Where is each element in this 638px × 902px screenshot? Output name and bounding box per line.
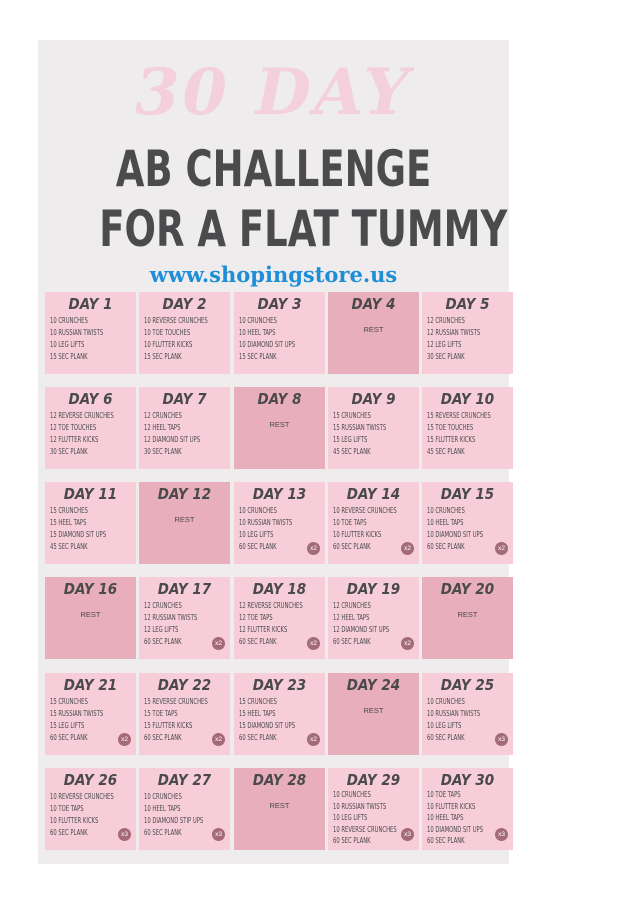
exercise-item: 12 TOE TAPS xyxy=(239,613,273,622)
exercise-item: 60 SEC PLANK xyxy=(239,733,277,742)
repeat-multiplier-badge: x3 xyxy=(212,828,225,841)
day-title: DAY 4 xyxy=(351,295,396,313)
exercise-item: 15 LEG LIFTS xyxy=(50,721,85,730)
exercise-item: 60 SEC PLANK xyxy=(239,637,277,646)
day-card xyxy=(45,292,136,374)
exercise-item: 15 FLUTTER KICKS xyxy=(144,721,193,730)
exercise-item: 45 SEC PLANK xyxy=(333,447,371,456)
title-ab-challenge: AB CHALLENGE xyxy=(115,140,432,198)
exercise-item: 10 DIAMOND SIT UPS xyxy=(427,530,484,539)
day-title: DAY 6 xyxy=(68,390,113,408)
exercise-item: 10 REVERSE CRUNCHES xyxy=(333,506,397,515)
exercise-item: 12 TOE TOUCHES xyxy=(50,423,97,432)
exercise-item: 60 SEC PLANK xyxy=(144,637,182,646)
exercise-item: 10 REVERSE CRUNCHES xyxy=(333,824,397,834)
day-title: DAY 23 xyxy=(252,676,307,694)
day-card xyxy=(422,387,513,469)
exercise-item: 12 REVERSE CRUNCHES xyxy=(239,601,303,610)
day-card xyxy=(234,482,325,564)
day-title: DAY 5 xyxy=(445,295,490,313)
rest-label: REST xyxy=(269,801,290,810)
exercise-item: 15 REVERSE CRUNCHES xyxy=(427,411,491,420)
exercise-item: 15 SEC PLANK xyxy=(50,352,88,361)
title-30-day: 30 DAY xyxy=(135,55,412,130)
day-title: DAY 15 xyxy=(440,485,495,503)
day-card xyxy=(328,387,419,469)
day-title: DAY 24 xyxy=(346,676,401,694)
exercise-item: 12 CRUNCHES xyxy=(144,411,182,420)
exercise-item: 60 SEC PLANK xyxy=(239,542,277,551)
day-card xyxy=(45,387,136,469)
exercise-item: 10 CRUNCHES xyxy=(239,316,277,325)
day-card xyxy=(45,673,136,755)
exercise-item: 10 CRUNCHES xyxy=(50,316,88,325)
exercise-item: 10 RUSSIAN TWISTS xyxy=(333,801,387,811)
day-title: DAY 8 xyxy=(257,390,302,408)
day-card xyxy=(139,292,230,374)
day-title: DAY 3 xyxy=(257,295,302,313)
exercise-item: 10 REVERSE CRUNCHES xyxy=(50,792,114,801)
exercise-item: 10 RUSSIAN TWISTS xyxy=(427,709,481,718)
exercise-item: 12 RUSSIAN TWISTS xyxy=(427,328,481,337)
day-card xyxy=(422,673,513,755)
exercise-item: 10 LEG LIFTS xyxy=(427,721,462,730)
exercise-item: 15 RUSSIAN TWISTS xyxy=(50,709,104,718)
day-card xyxy=(422,768,513,850)
exercise-item: 60 SEC PLANK xyxy=(427,836,465,845)
day-title: DAY 13 xyxy=(252,485,307,503)
exercise-item: 15 CRUNCHES xyxy=(333,411,371,420)
exercise-item: 15 RUSSIAN TWISTS xyxy=(333,423,387,432)
exercise-item: 15 SEC PLANK xyxy=(144,352,182,361)
day-card xyxy=(139,387,230,469)
day-card xyxy=(422,482,513,564)
exercise-item: 12 FLUTTER KICKS xyxy=(239,625,288,634)
repeat-multiplier-badge: x2 xyxy=(495,542,508,555)
exercise-item: 15 SEC PLANK xyxy=(239,352,277,361)
exercise-item: 10 LEG LIFTS xyxy=(50,340,85,349)
exercise-item: 10 HEEL TAPS xyxy=(239,328,276,337)
day-card xyxy=(45,768,136,850)
exercise-item: 15 HEEL TAPS xyxy=(239,709,276,718)
day-title: DAY 29 xyxy=(346,771,401,789)
day-card xyxy=(234,577,325,659)
day-title: DAY 19 xyxy=(346,580,401,598)
exercise-item: 45 SEC PLANK xyxy=(50,542,88,551)
exercise-item: 60 SEC PLANK xyxy=(144,733,182,742)
exercise-item: 12 CRUNCHES xyxy=(427,316,465,325)
day-card xyxy=(139,768,230,850)
exercise-item: 10 TOE TAPS xyxy=(333,518,367,527)
day-title: DAY 12 xyxy=(157,485,212,503)
day-card xyxy=(422,292,513,374)
exercise-item: 10 CRUNCHES xyxy=(427,506,465,515)
day-title: DAY 1 xyxy=(68,295,113,313)
exercise-item: 15 REVERSE CRUNCHES xyxy=(144,697,208,706)
exercise-item: 60 SEC PLANK xyxy=(144,828,182,837)
day-card xyxy=(45,482,136,564)
day-card xyxy=(234,673,325,755)
exercise-item: 45 SEC PLANK xyxy=(427,447,465,456)
exercise-item: 12 DIAMOND SIT UPS xyxy=(144,435,201,444)
exercise-item: 10 DIAMOND SIT UPS xyxy=(239,340,296,349)
repeat-multiplier-badge: x2 xyxy=(401,542,414,555)
day-card xyxy=(328,577,419,659)
repeat-multiplier-badge: x3 xyxy=(118,828,131,841)
day-title: DAY 9 xyxy=(351,390,396,408)
exercise-item: 10 DIAMOND STIP UPS xyxy=(144,816,204,825)
day-card xyxy=(328,768,419,850)
repeat-multiplier-badge: x3 xyxy=(401,828,414,841)
day-card xyxy=(234,768,325,850)
exercise-item: 60 SEC PLANK xyxy=(333,637,371,646)
exercise-item: 12 HEEL TAPS xyxy=(144,423,181,432)
day-card xyxy=(45,577,136,659)
rest-label: REST xyxy=(363,706,384,715)
exercise-item: 12 LEG LIFTS xyxy=(144,625,179,634)
exercise-item: 60 SEC PLANK xyxy=(333,836,371,845)
exercise-item: 30 SEC PLANK xyxy=(427,352,465,361)
exercise-item: 12 REVERSE CRUNCHES xyxy=(50,411,114,420)
exercise-item: 15 DIAMOND SIT UPS xyxy=(50,530,107,539)
exercise-item: 60 SEC PLANK xyxy=(427,733,465,742)
exercise-item: 10 TOE TOUCHES xyxy=(144,328,191,337)
exercise-item: 10 DIAMOND SIT UPS xyxy=(427,824,484,834)
exercise-item: 12 FLUTTER KICKS xyxy=(50,435,99,444)
exercise-item: 10 FLUTTER KICKS xyxy=(427,801,476,811)
repeat-multiplier-badge: x3 xyxy=(495,828,508,841)
rest-label: REST xyxy=(80,610,101,619)
day-card xyxy=(328,673,419,755)
exercise-item: 15 CRUNCHES xyxy=(50,697,88,706)
day-card xyxy=(422,577,513,659)
day-title: DAY 10 xyxy=(440,390,495,408)
exercise-item: 12 RUSSIAN TWISTS xyxy=(144,613,198,622)
exercise-item: 30 SEC PLANK xyxy=(50,447,88,456)
exercise-item: 12 LEG LIFTS xyxy=(427,340,462,349)
exercise-item: 10 CRUNCHES xyxy=(239,506,277,515)
day-title: DAY 2 xyxy=(162,295,207,313)
challenge-poster xyxy=(38,40,509,864)
day-title: DAY 26 xyxy=(63,771,118,789)
exercise-item: 15 TOE TAPS xyxy=(144,709,178,718)
repeat-multiplier-badge: x2 xyxy=(307,637,320,650)
exercise-item: 10 LEG LIFTS xyxy=(239,530,274,539)
rest-label: REST xyxy=(457,610,478,619)
day-title: DAY 30 xyxy=(440,771,495,789)
day-title: DAY 11 xyxy=(63,485,118,503)
day-title: DAY 22 xyxy=(157,676,212,694)
exercise-item: 10 FLUTTER KICKS xyxy=(50,816,99,825)
day-card xyxy=(234,387,325,469)
exercise-item: 12 CRUNCHES xyxy=(333,601,371,610)
exercise-item: 10 RUSSIAN TWISTS xyxy=(239,518,293,527)
repeat-multiplier-badge: x2 xyxy=(307,542,320,555)
day-title: DAY 17 xyxy=(157,580,212,598)
exercise-item: 12 DIAMOND SIT UPS xyxy=(333,625,390,634)
exercise-item: 10 LEG LIFTS xyxy=(333,813,368,822)
day-card xyxy=(139,673,230,755)
rest-label: REST xyxy=(363,325,384,334)
exercise-item: 10 CRUNCHES xyxy=(144,792,182,801)
exercise-item: 60 SEC PLANK xyxy=(333,542,371,551)
exercise-item: 10 HEEL TAPS xyxy=(427,518,464,527)
repeat-multiplier-badge: x2 xyxy=(212,637,225,650)
exercise-item: 10 CRUNCHES xyxy=(427,697,465,706)
exercise-item: 60 SEC PLANK xyxy=(50,828,88,837)
day-card xyxy=(139,577,230,659)
exercise-item: 10 TOE TAPS xyxy=(50,804,84,813)
exercise-item: 10 HEEL TAPS xyxy=(427,813,464,822)
exercise-item: 15 FLUTTER KICKS xyxy=(427,435,476,444)
day-title: DAY 16 xyxy=(63,580,118,598)
repeat-multiplier-badge: x2 xyxy=(118,733,131,746)
exercise-item: 15 CRUNCHES xyxy=(50,506,88,515)
exercise-item: 10 CRUNCHES xyxy=(333,790,371,799)
day-card xyxy=(139,482,230,564)
exercise-item: 15 LEG LIFTS xyxy=(333,435,368,444)
exercise-item: 30 SEC PLANK xyxy=(144,447,182,456)
exercise-item: 12 CRUNCHES xyxy=(144,601,182,610)
exercise-item: 10 HEEL TAPS xyxy=(144,804,181,813)
exercise-item: 10 RUSSIAN TWISTS xyxy=(50,328,104,337)
repeat-multiplier-badge: x2 xyxy=(401,637,414,650)
exercise-item: 15 HEEL TAPS xyxy=(50,518,87,527)
repeat-multiplier-badge: x2 xyxy=(212,733,225,746)
day-card xyxy=(328,292,419,374)
title-flat-tummy: FOR A FLAT TUMMY xyxy=(99,200,508,258)
rest-label: REST xyxy=(269,420,290,429)
repeat-multiplier-badge: x3 xyxy=(495,733,508,746)
exercise-item: 15 TOE TOUCHES xyxy=(427,423,474,432)
day-title: DAY 21 xyxy=(63,676,118,694)
day-title: DAY 18 xyxy=(252,580,307,598)
exercise-item: 10 FLUTTER KICKS xyxy=(333,530,382,539)
day-title: DAY 14 xyxy=(346,485,401,503)
website-url[interactable]: www.shopingstore.us xyxy=(149,262,398,287)
day-card xyxy=(234,292,325,374)
exercise-item: 10 FLUTTER KICKS xyxy=(144,340,193,349)
day-title: DAY 7 xyxy=(162,390,207,408)
exercise-item: 60 SEC PLANK xyxy=(50,733,88,742)
day-title: DAY 20 xyxy=(440,580,495,598)
day-title: DAY 27 xyxy=(157,771,212,789)
exercise-item: 10 TOE TAPS xyxy=(427,790,461,799)
rest-label: REST xyxy=(174,515,195,524)
day-title: DAY 25 xyxy=(440,676,495,694)
day-card xyxy=(328,482,419,564)
exercise-item: 60 SEC PLANK xyxy=(427,542,465,551)
exercise-item: 15 DIAMOND SIT UPS xyxy=(239,721,296,730)
exercise-item: 15 CRUNCHES xyxy=(239,697,277,706)
exercise-item: 10 REVERSE CRUNCHES xyxy=(144,316,208,325)
repeat-multiplier-badge: x2 xyxy=(307,733,320,746)
day-title: DAY 28 xyxy=(252,771,307,789)
exercise-item: 12 HEEL TAPS xyxy=(333,613,370,622)
